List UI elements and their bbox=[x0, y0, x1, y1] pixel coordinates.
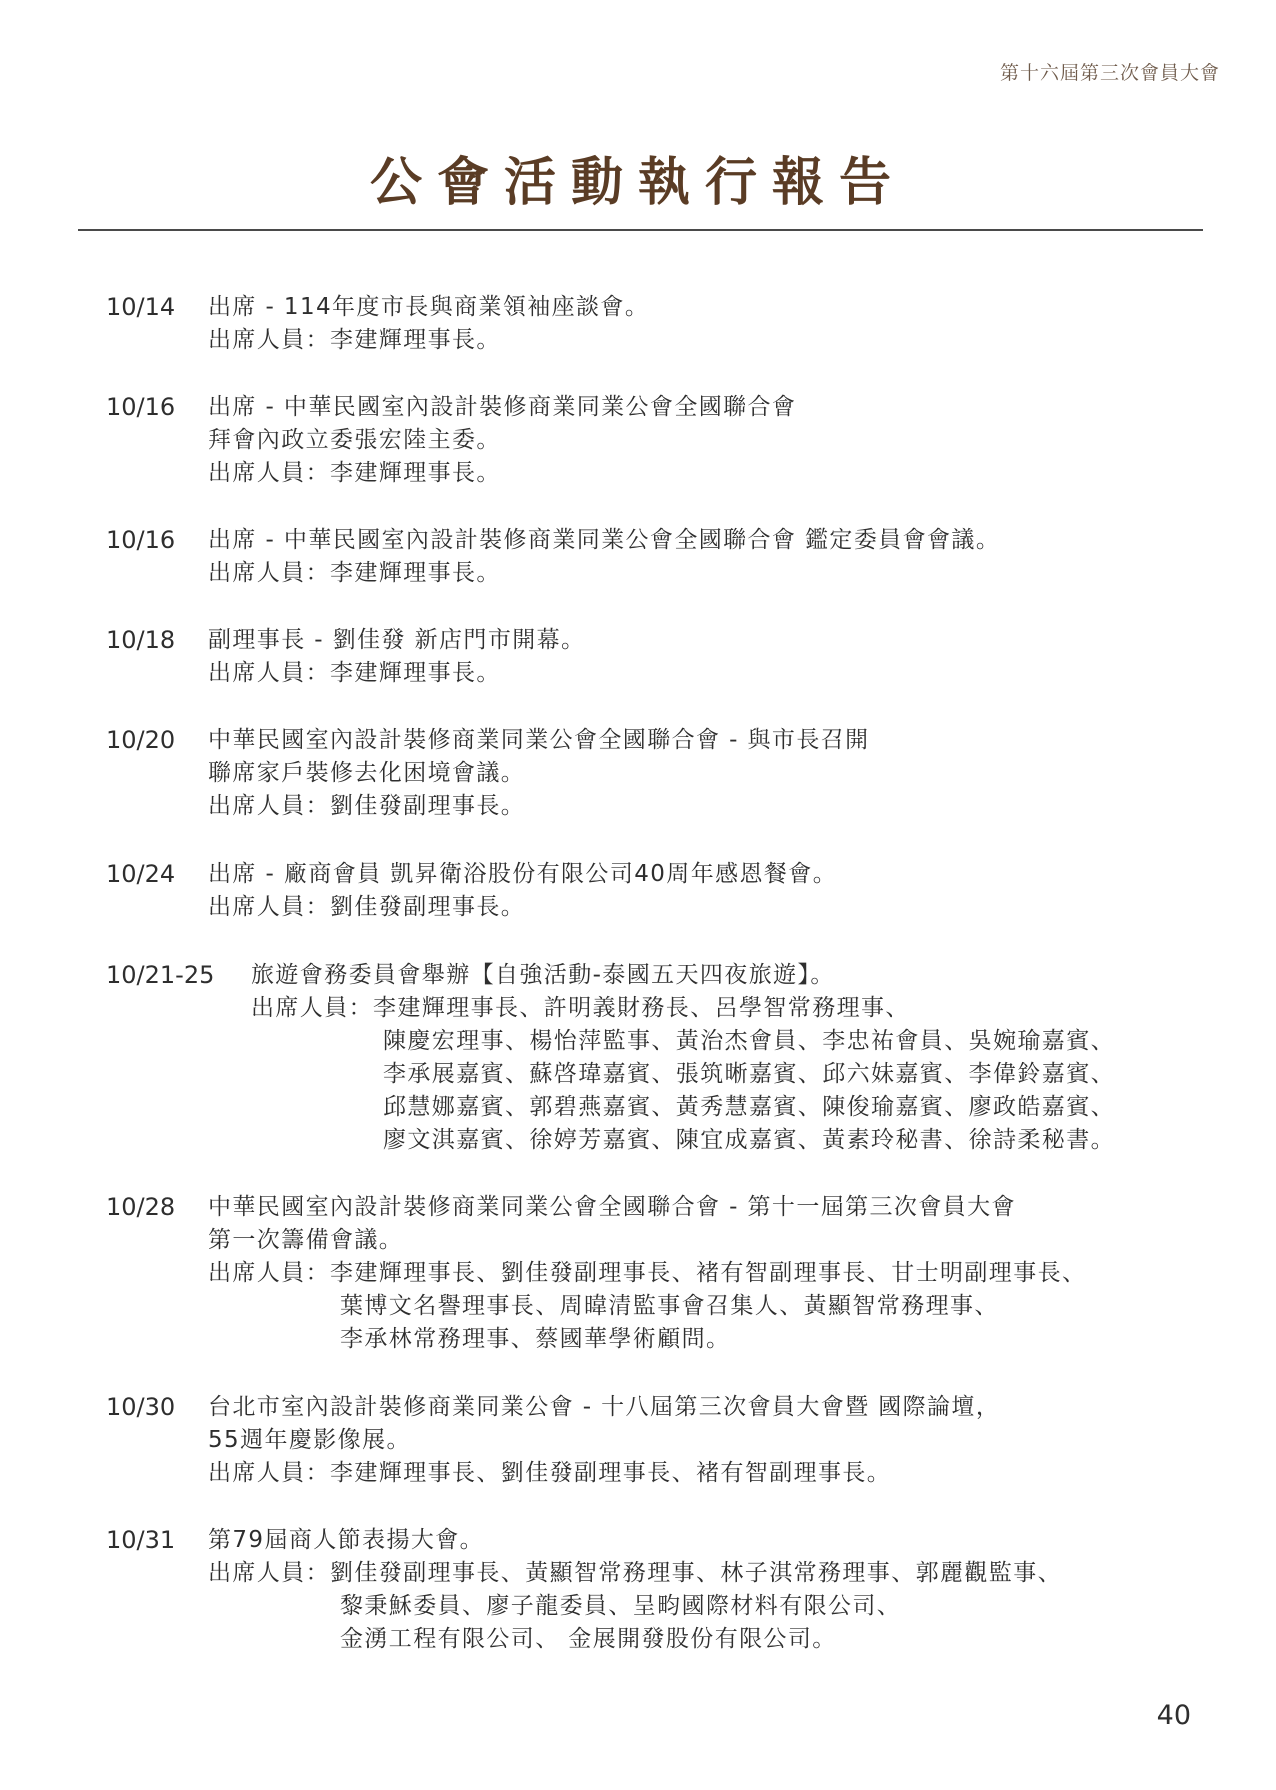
entry-line: 旅遊會務委員會舉辦【自強活動-泰國五天四夜旅遊】。 bbox=[251, 962, 835, 988]
page-title: 公會活動執行報告 bbox=[369, 152, 906, 213]
entry-line: 黎秉穌委員、廖子龍委員、呈畇國際材料有限公司、 bbox=[340, 1593, 902, 1619]
entry-line: 李承展嘉賓、蘇啓瑋嘉賓、張筑晰嘉賓、邱六妹嘉賓、李偉鈴嘉賓、 bbox=[383, 1061, 1115, 1087]
entry-line: 出席人員：劉佳發副理事長、黃顯智常務理事、林子淇常務理事、郭麗觀監事、 bbox=[208, 1560, 1062, 1586]
entry-line: 廖文淇嘉賓、徐婷芳嘉賓、陳宜成嘉賓、黃素玲秘書、徐詩柔秘書。 bbox=[383, 1127, 1115, 1153]
entry-line: 55週年慶影像展。 bbox=[208, 1427, 411, 1453]
entry-line: 出席人員：李建輝理事長。 bbox=[208, 660, 501, 686]
entry-date: 10/28 bbox=[106, 1193, 176, 1221]
entry-line: 中華民國室內設計裝修商業同業公會全國聯合會 - 第十一屆第三次會員大會 bbox=[208, 1194, 1016, 1220]
entry-line: 出席 - 中華民國室內設計裝修商業同業公會全國聯合會 bbox=[208, 394, 797, 420]
page-number: 40 bbox=[1156, 1700, 1191, 1731]
entry-date: 10/30 bbox=[106, 1393, 176, 1421]
title-divider bbox=[78, 229, 1203, 231]
entry-line: 李承林常務理事、蔡國華學術顧問。 bbox=[340, 1326, 731, 1352]
entry-line: 聯席家戶裝修去化困境會議。 bbox=[208, 760, 526, 786]
entry-line: 出席 - 廠商會員 凱昇衛浴股份有限公司40周年感恩餐會。 bbox=[208, 861, 838, 887]
entry-line: 邱慧娜嘉賓、郭碧燕嘉賓、黃秀慧嘉賓、陳俊瑜嘉賓、廖政皓嘉賓、 bbox=[383, 1094, 1115, 1120]
entry-line: 出席人員：李建輝理事長、許明義財務長、呂學智常務理事、 bbox=[251, 995, 910, 1021]
entry-date: 10/18 bbox=[106, 626, 176, 654]
entry-line: 金湧工程有限公司、 金展開發股份有限公司。 bbox=[340, 1626, 837, 1652]
entry-line: 出席 - 114年度市長與商業領袖座談會。 bbox=[208, 294, 650, 320]
entry-date: 10/24 bbox=[106, 860, 176, 888]
entry-date: 10/31 bbox=[106, 1526, 176, 1554]
entry-date: 10/16 bbox=[106, 393, 176, 421]
entry-date: 10/21-25 bbox=[106, 961, 215, 989]
entry-line: 拜會內政立委張宏陸主委。 bbox=[208, 427, 501, 453]
entry-line: 副理事長 - 劉佳發 新店門市開幕。 bbox=[208, 627, 586, 653]
entry-date: 10/16 bbox=[106, 526, 176, 554]
entry-line: 出席人員：劉佳發副理事長。 bbox=[208, 793, 526, 819]
entry-line: 出席 - 中華民國室內設計裝修商業同業公會全國聯合會 鑑定委員會會議。 bbox=[208, 527, 1001, 553]
entry-line: 葉博文名譽理事長、周暐清監事會召集人、黃顯智常務理事、 bbox=[340, 1293, 999, 1319]
entry-line: 第79屆商人節表揚大會。 bbox=[208, 1527, 485, 1553]
entry-line: 第一次籌備會議。 bbox=[208, 1227, 404, 1253]
entry-date: 10/14 bbox=[106, 293, 176, 321]
entry-line: 出席人員：李建輝理事長。 bbox=[208, 460, 501, 486]
entry-line: 出席人員：李建輝理事長、劉佳發副理事長、褚有智副理事長、甘士明副理事長、 bbox=[208, 1260, 1087, 1286]
entry-line: 出席人員：李建輝理事長。 bbox=[208, 327, 501, 353]
entry-date: 10/20 bbox=[106, 726, 176, 754]
meeting-header-label: 第十六屆第三次會員大會 bbox=[999, 62, 1220, 84]
entry-line: 出席人員：李建輝理事長。 bbox=[208, 560, 501, 586]
entry-line: 出席人員：劉佳發副理事長。 bbox=[208, 894, 526, 920]
entry-line: 出席人員：李建輝理事長、劉佳發副理事長、褚有智副理事長。 bbox=[208, 1460, 892, 1486]
entry-line: 台北市室內設計裝修商業同業公會 - 十八屆第三次會員大會暨 國際論壇， bbox=[208, 1394, 1001, 1420]
entry-line: 中華民國室內設計裝修商業同業公會全國聯合會 - 與市長召開 bbox=[208, 727, 870, 753]
entry-line: 陳慶宏理事、楊怡萍監事、黃治杰會員、李忠祐會員、吳婉瑜嘉賓、 bbox=[383, 1028, 1115, 1054]
